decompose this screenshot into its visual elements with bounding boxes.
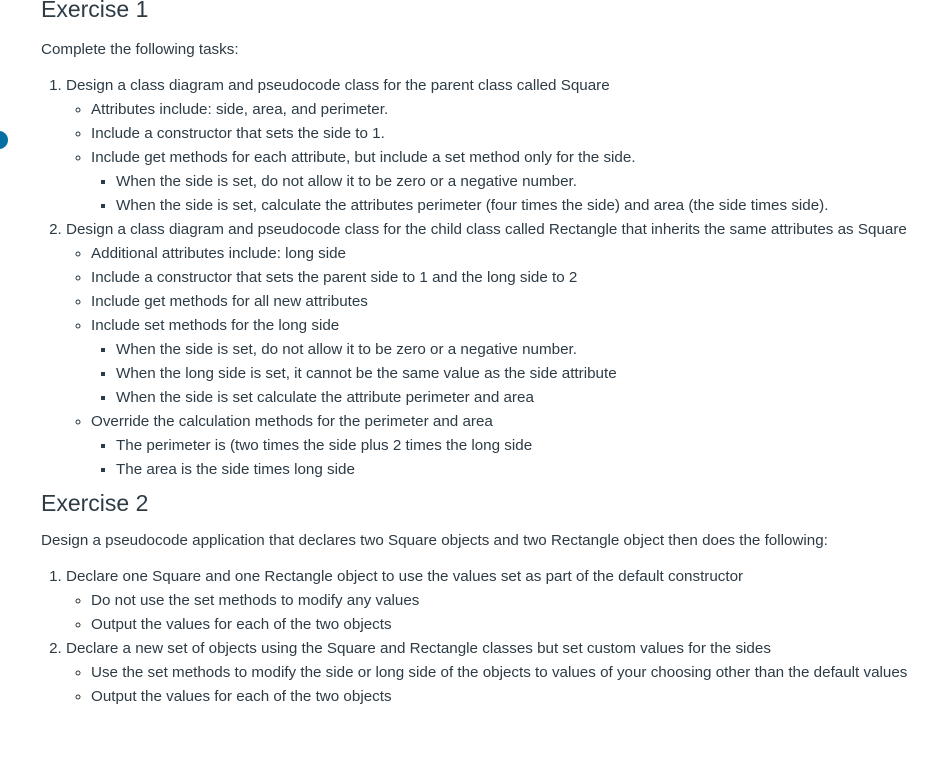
list-item [91, 122, 921, 146]
exercise-1-heading: Exercise 1 [41, 0, 149, 22]
exercise-2-task [66, 565, 921, 637]
exercise-1-task-list [41, 74, 921, 482]
list-item [91, 266, 921, 290]
task-sublist [66, 589, 921, 637]
nested-sublist [91, 170, 921, 218]
list-item [91, 410, 921, 482]
task-sublist [66, 98, 921, 218]
list-item [91, 589, 921, 613]
exercise-2-heading: Exercise 2 [41, 490, 149, 516]
list-item-text: Attributes include: side, area, and perimeter. [91, 101, 389, 118]
list-item [91, 98, 921, 122]
nested-list-item: ▪ The area is the side times long side [116, 458, 921, 482]
list-item [91, 661, 921, 685]
nested-list-item: ▪ When the side is set, do not allow it to be zero or a negative number. [116, 170, 921, 194]
list-item-text: Output the values for each of the two objects [91, 616, 392, 633]
list-item-text: Include get methods for all new attributes [91, 293, 368, 310]
list-item-text: Use the set methods to modify the side or long side of the objects to values of your choosing other than the default values [91, 664, 908, 681]
list-item-text: Include get methods for each attribute, but include a set method only for the side. [91, 149, 636, 166]
exercise-2-task [66, 637, 921, 709]
nested-sublist [91, 338, 921, 410]
task-sublist [66, 661, 921, 709]
page-edge-indicator[interactable] [0, 131, 8, 149]
nested-list-item: ▪ When the long side is set, it cannot be the same value as the side attribute [116, 362, 921, 386]
task-sublist [66, 242, 921, 482]
exercise-2-task-list [41, 565, 921, 709]
task-text: Design a class diagram and pseudocode class for the parent class called Square [66, 77, 610, 94]
nested-list-item: ▪ When the side is set, calculate the attributes perimeter (four times the side) and area (the side times side). [116, 194, 921, 218]
list-item [91, 242, 921, 266]
list-item [91, 146, 921, 218]
list-item-text: Do not use the set methods to modify any values [91, 592, 420, 609]
exercise-1-task [66, 218, 921, 482]
nested-list-item: ▪ When the side is set, do not allow it to be zero or a negative number. [116, 338, 921, 362]
list-item-text: Additional attributes include: long side [91, 245, 346, 262]
task-text: Declare a new set of objects using the Square and Rectangle classes but set custom values for the sides [66, 640, 771, 657]
exercise-2-intro: Design a pseudocode application that declares two Square objects and two Rectangle object then does the following: [41, 532, 828, 549]
exercise-1-intro: Complete the following tasks: [41, 41, 239, 58]
list-item [91, 685, 921, 709]
list-item-text: Include a constructor that sets the parent side to 1 and the long side to 2 [91, 269, 578, 286]
exercise-1-task [66, 74, 921, 218]
list-item [91, 613, 921, 637]
nested-sublist [91, 434, 921, 482]
nested-list-item: ▪ When the side is set calculate the attribute perimeter and area [116, 386, 921, 410]
list-item-text: Include set methods for the long side [91, 317, 340, 334]
task-text: Declare one Square and one Rectangle object to use the values set as part of the default constructor [66, 568, 744, 585]
list-item-text: Output the values for each of the two objects [91, 688, 392, 705]
assignment-content [41, 0, 921, 709]
nested-list-item: ▪ The perimeter is (two times the side plus 2 times the long side [116, 434, 921, 458]
list-item [91, 290, 921, 314]
list-item [91, 314, 921, 410]
list-item-text: Override the calculation methods for the perimeter and area [91, 413, 493, 430]
task-text: Design a class diagram and pseudocode class for the child class called Rectangle that inherits the same attributes as Square [66, 221, 907, 238]
list-item-text: Include a constructor that sets the side to 1. [91, 125, 385, 142]
